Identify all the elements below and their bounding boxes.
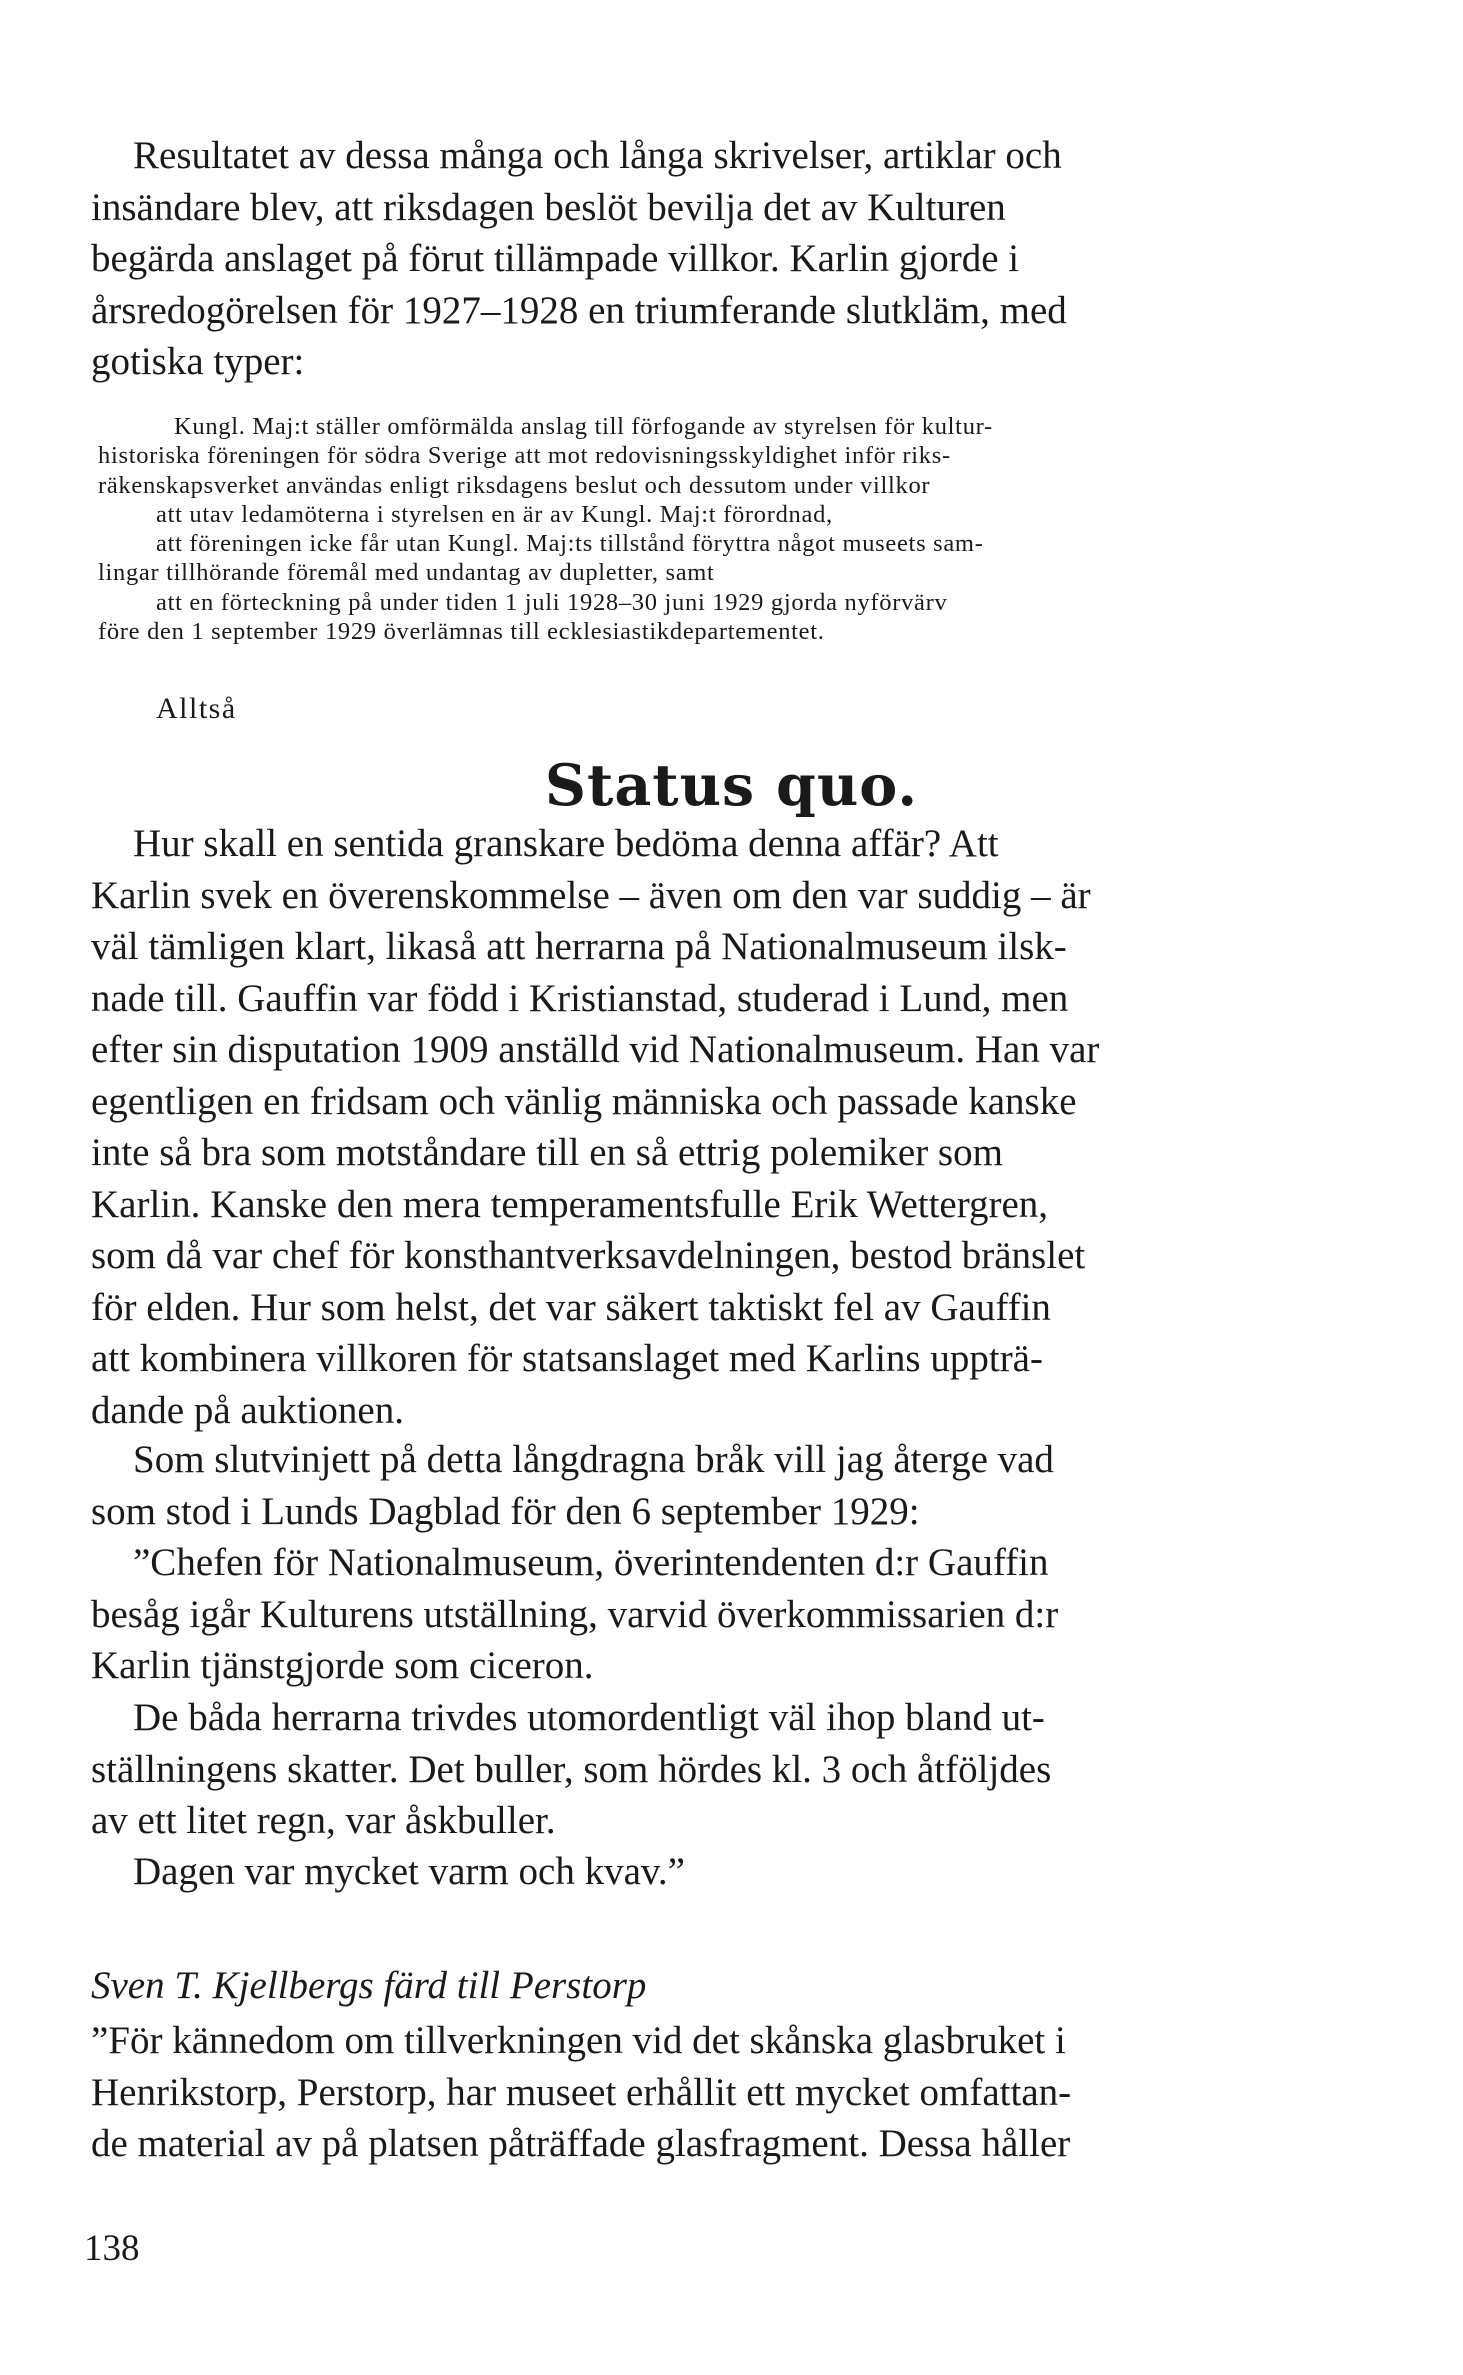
quote-line: före den 1 september 1929 överlämnas till ecklesiastikdepartementet. bbox=[98, 618, 825, 646]
text-line: Karlin. Kanske den mera temperamentsfulle Erik Wettergren, bbox=[91, 1182, 1049, 1226]
text-line: som då var chef för konsthantverksavdelningen, bestod bränslet bbox=[91, 1234, 1086, 1277]
text-line: Karlin svek en överenskommelse – även om den var suddig – är bbox=[91, 873, 1091, 917]
text-line: ”Chefen för Nationalmuseum, överintendenten d:r Gauffin bbox=[133, 1541, 1049, 1584]
text-line: Hur skall en sentida granskare bedöma denna affär? Att bbox=[133, 822, 999, 865]
quote-line: Kungl. Maj:t ställer omförmälda anslag till förfogande av styrelsen för kultur- bbox=[174, 413, 993, 440]
text-line: ”För kännedom om tillverkningen vid det skånska glasbruket i bbox=[91, 2019, 1066, 2062]
text-line: nade till. Gauffin var född i Kristianstad, studerad i Lund, men bbox=[91, 976, 1069, 1020]
text-line: Som slutvinjett på detta långdragna bråk vill jag återge vad bbox=[133, 1438, 1054, 1481]
text-line: Henrikstorp, Perstorp, har museet erhållit ett mycket omfattan- bbox=[91, 2070, 1072, 2114]
quote-line: att föreningen icke får utan Kungl. Maj:ts tillstånd föryttra något museets sam- bbox=[156, 530, 984, 558]
text-line: dande på auktionen. bbox=[91, 1388, 404, 1432]
text-line: Resultatet av dessa många och långa skrivelser, artiklar och bbox=[133, 134, 1062, 177]
paragraph-vignette bbox=[91, 1434, 1271, 1537]
page-number: 138 bbox=[84, 2228, 140, 2269]
paragraph-gentlemen bbox=[91, 1692, 1271, 1847]
paragraph-weather bbox=[91, 1846, 1271, 1898]
text-line: insändare blev, att riksdagen beslöt bevilja det av Kulturen bbox=[91, 185, 1006, 229]
text-line: egentligen en fridsam och vänlig människa och passade kanske bbox=[91, 1079, 1077, 1123]
text-line: Karlin tjänstgjorde som ciceron. bbox=[91, 1644, 594, 1687]
text-line: besåg igår Kulturens utställning, varvid överkommissarien d:r bbox=[91, 1592, 1059, 1636]
quote-line: historiska föreningen för södra Sverige att mot redovisningsskyldighet inför riks- bbox=[98, 442, 951, 470]
text-line: som stod i Lunds Dagblad för den 6 september 1929: bbox=[91, 1489, 920, 1533]
text-line: efter sin disputation 1909 anställd vid Nationalmuseum. Han var bbox=[91, 1028, 1100, 1071]
text-line: att kombinera villkoren för statsanslaget med Karlins uppträ- bbox=[91, 1337, 1043, 1380]
text-line: för elden. Hur som helst, det var säkert taktiskt fel av Gauffin bbox=[91, 1285, 1051, 1329]
text-line: av ett litet regn, var åskbuller. bbox=[91, 1799, 556, 1842]
paragraph-newspaper-quote bbox=[91, 1537, 1271, 1692]
quoted-decree bbox=[98, 412, 1270, 646]
text-line: Dagen var mycket varm och kvav.” bbox=[133, 1850, 685, 1893]
paragraph-intro bbox=[91, 130, 1271, 388]
text-line: ställningens skatter. Det buller, som hördes kl. 3 och åtföljdes bbox=[91, 1747, 1052, 1791]
quote-line: att utav ledamöterna i styrelsen en är av Kungl. Maj:t förordnad, bbox=[156, 500, 833, 528]
quote-line: lingar tillhörande föremål med undantag av dupletter, samt bbox=[98, 559, 715, 587]
section-heading: Sven T. Kjellbergs färd till Perstorp bbox=[91, 1964, 647, 2007]
quote-line: räkenskapsverket användas enligt riksdagens beslut och dessutom under villkor bbox=[98, 471, 931, 499]
quote-line: att en förteckning på under tiden 1 juli 1928–30 juni 1929 gjorda nyförvärv bbox=[156, 588, 948, 616]
gothic-heading: Status quo. bbox=[544, 752, 919, 819]
text-line: väl tämligen klart, likaså att herrarna på Nationalmuseum ilsk- bbox=[91, 925, 1067, 968]
alltsa-label: Alltså bbox=[156, 692, 237, 725]
text-line: de material av på platsen påträffade glasfragment. Dessa håller bbox=[91, 2122, 1071, 2165]
text-line: De båda herrarna trivdes utomordentligt väl ihop bland ut- bbox=[133, 1696, 1045, 1739]
paragraph-perstorp bbox=[91, 2015, 1271, 2170]
text-line: gotiska typer: bbox=[91, 340, 305, 383]
text-line: begärda anslaget på förut tillämpade villkor. Karlin gjorde i bbox=[91, 237, 1020, 280]
text-line: årsredogörelsen för 1927–1928 en triumferande slutkläm, med bbox=[91, 288, 1067, 332]
text-line: inte så bra som motståndare till en så ettrig polemiker som bbox=[91, 1131, 1003, 1174]
paragraph-assessment bbox=[91, 818, 1271, 1436]
